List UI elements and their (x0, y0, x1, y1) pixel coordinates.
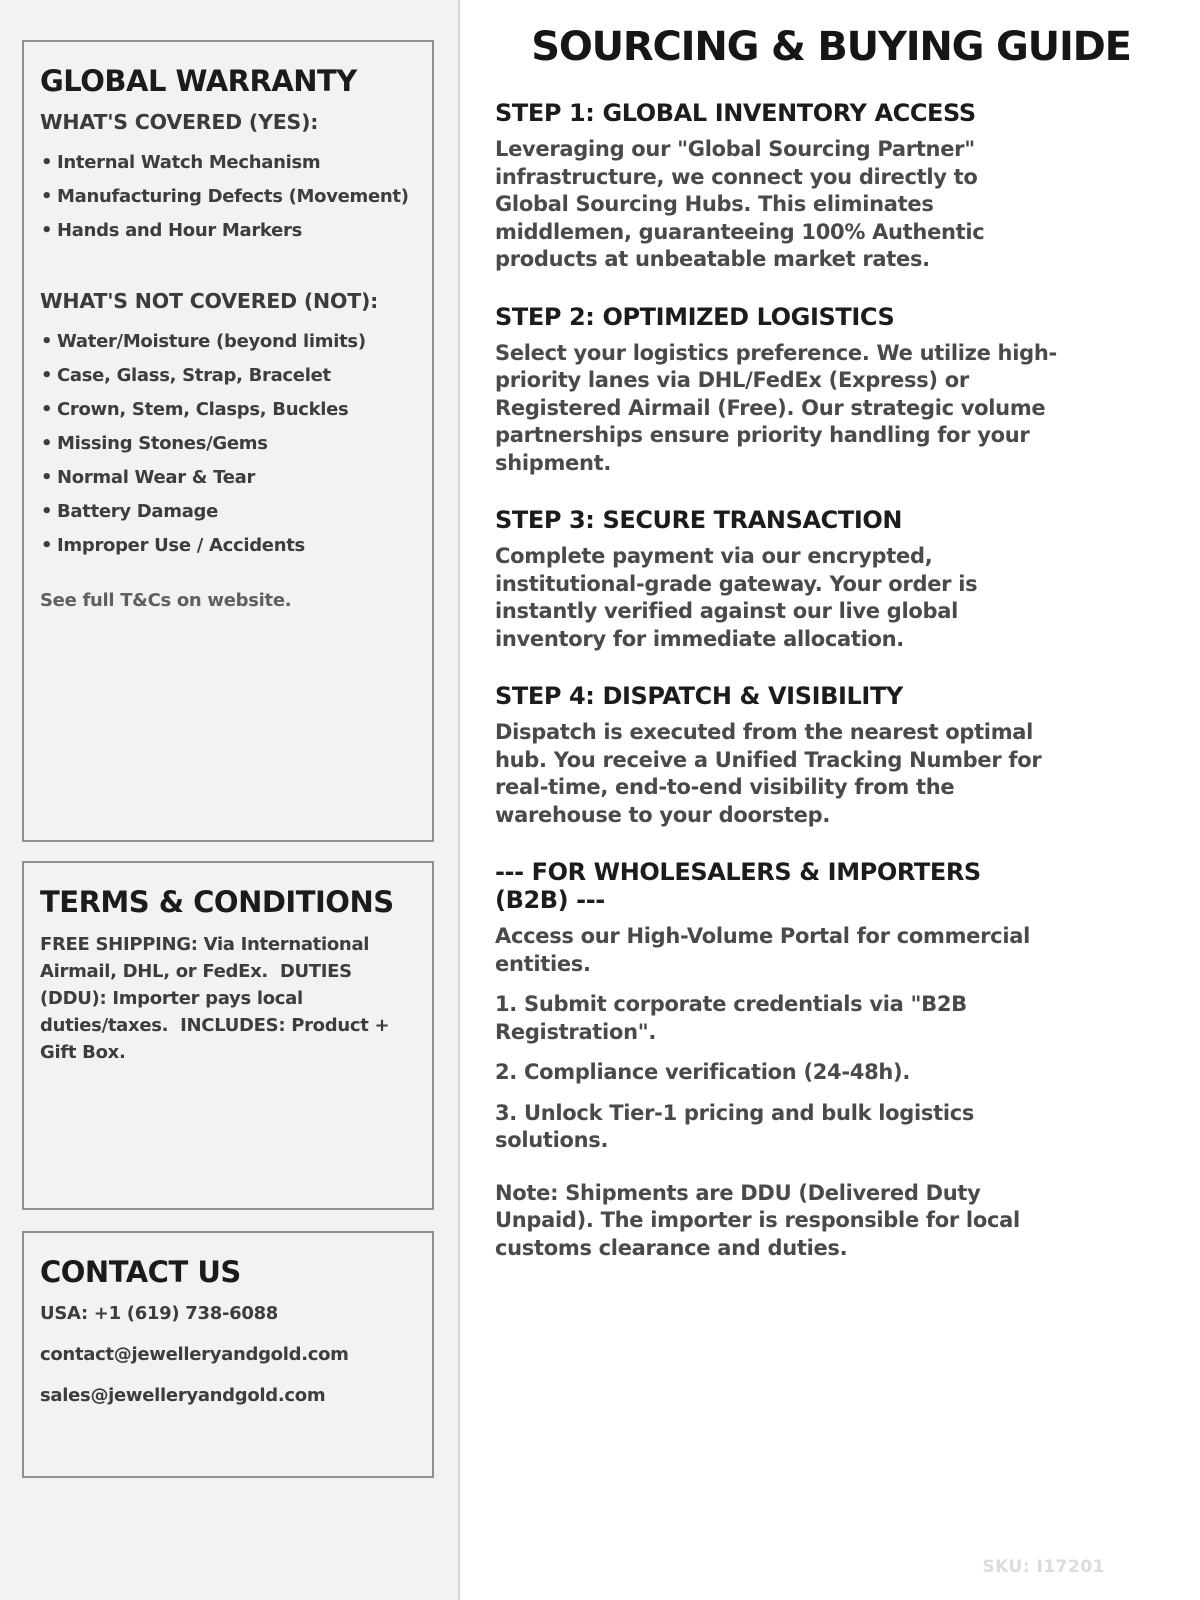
covered-list (40, 150, 416, 243)
not-covered-list-item: • Crown, Stem, Clasps, Buckles (40, 397, 416, 422)
sidebar (0, 0, 460, 1600)
terms-body: FREE SHIPPING: Via International Airmail, DHL, or FedEx. DUTIES (DDU): Importer pays local duties/taxes. INCLUDES: Product + Gift Box. (40, 934, 396, 1063)
step-4-heading: STEP 4: DISPATCH & VISIBILITY (495, 682, 903, 710)
b2b-intro: Access our High-Volume Portal for commercial entities. (495, 924, 1030, 976)
covered-list-item: • Manufacturing Defects (Movement) (40, 184, 416, 209)
contact-line: sales@jewelleryandgold.com (40, 1385, 326, 1406)
step-1-heading: STEP 1: GLOBAL INVENTORY ACCESS (495, 99, 976, 127)
sku-label: SKU: I17201 (982, 1557, 1105, 1577)
b2b-item-3: 3. Unlock Tier-1 pricing and bulk logistics solutions. (495, 1100, 975, 1152)
not-covered-list (40, 329, 416, 558)
step-3-body: Complete payment via our encrypted, institutional-grade gateway. Your order is instantly verified against our live global inventory for immediate allocation. (495, 544, 978, 651)
b2b-heading: --- FOR WHOLESALERS & IMPORTERS (B2B) --- (495, 858, 981, 914)
step-2-body: Select your logistics preference. We utilize high-priority lanes via DHL/FedEx (Express) or Registered Airmail (Free). Our strategic volume partnerships ensure priority handling for your shipment. (495, 340, 1057, 475)
b2b-item-1: 1. Submit corporate credentials via "B2B Registration". (495, 992, 967, 1044)
covered-list-item: • Internal Watch Mechanism (40, 150, 416, 175)
contact-title: CONTACT US (40, 1255, 241, 1289)
not-covered-list-item: • Battery Damage (40, 499, 416, 524)
covered-list-item: • Hands and Hour Markers (40, 218, 416, 243)
contact-line: USA: +1 (619) 738-6088 (40, 1303, 279, 1324)
step-2-heading: STEP 2: OPTIMIZED LOGISTICS (495, 302, 895, 331)
not-covered-heading: WHAT'S NOT COVERED (NOT): (40, 289, 379, 313)
guide-sections (495, 99, 1057, 1262)
step-4-section (495, 682, 1057, 829)
not-covered-list-item: • Improper Use / Accidents (40, 533, 416, 558)
step-1-body: Leveraging our "Global Sourcing Partner" infrastructure, we connect you directly to Global Sourcing Hubs. This eliminates middlemen, guaranteeing 100% Authentic products at unbeatable market rates. (495, 137, 985, 271)
step-3-section (495, 506, 1057, 653)
b2b-item-2: 2. Compliance verification (24-48h). (495, 1060, 911, 1084)
step-4-body: Dispatch is executed from the nearest optimal hub. You receive a Unified Tracking Number for real-time, end-to-end visibility from the warehouse to your doorstep. (495, 720, 1042, 827)
step-1-section (495, 99, 1057, 274)
not-covered-list-item: • Normal Wear & Tear (40, 465, 416, 490)
step-3-heading: STEP 3: SECURE TRANSACTION (495, 506, 903, 534)
not-covered-list-item: • Missing Stones/Gems (40, 431, 416, 456)
step-2-section (495, 303, 1057, 478)
b2b-note: Note: Shipments are DDU (Delivered Duty Unpaid). The importer is responsible for local customs clearance and duties. (495, 1180, 1020, 1260)
contact-list (40, 1301, 416, 1408)
not-covered-list-item: • Water/Moisture (beyond limits) (40, 329, 416, 354)
terms-panel (22, 861, 434, 1210)
b2b-section (495, 858, 1057, 1262)
global-warranty-panel (22, 40, 434, 842)
page-title: SOURCING & BUYING GUIDE (531, 24, 1131, 70)
main-content (462, 0, 1200, 1600)
warranty-title: GLOBAL WARRANTY (40, 64, 357, 98)
not-covered-list-item: • Case, Glass, Strap, Bracelet (40, 363, 416, 388)
covered-heading: WHAT'S COVERED (YES): (40, 110, 319, 134)
terms-title: TERMS & CONDITIONS (40, 885, 394, 919)
contact-panel (22, 1231, 434, 1478)
contact-line: contact@jewelleryandgold.com (40, 1344, 349, 1365)
warranty-footnote: See full T&Cs on website. (40, 590, 292, 611)
